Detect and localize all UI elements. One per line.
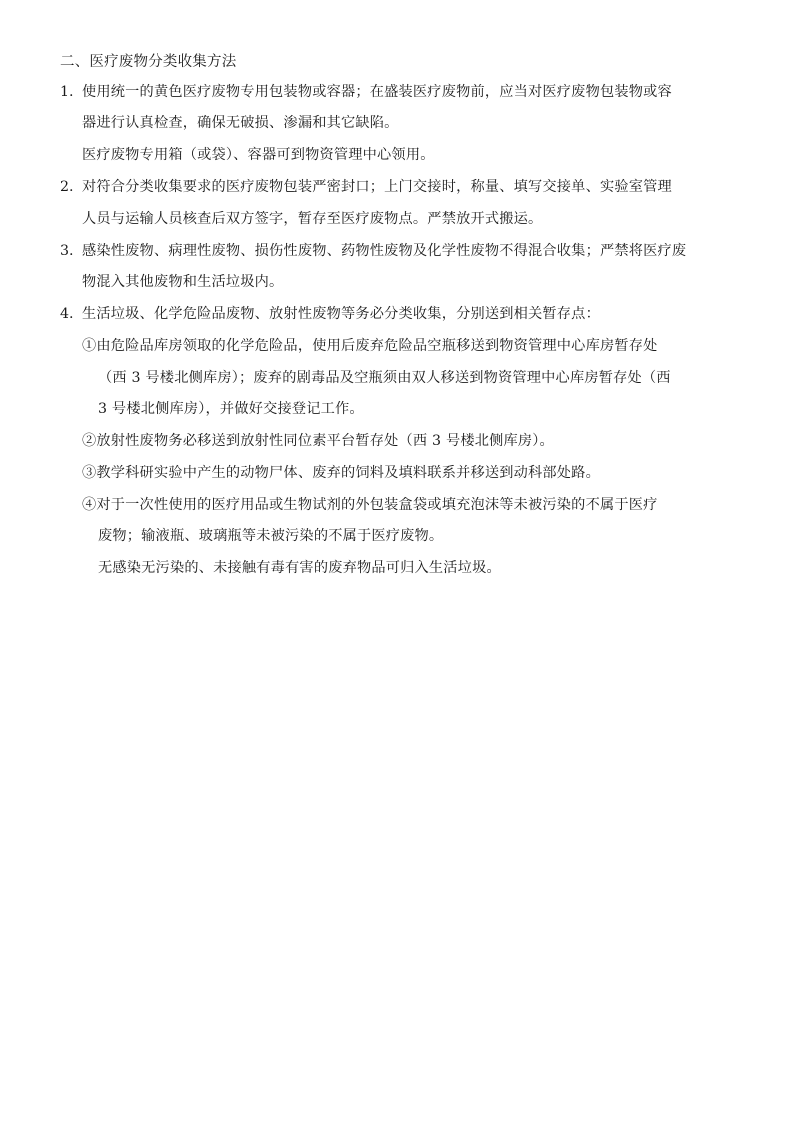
subitem-1-line-1: ①由危险品库房领取的化学危险品，使用后废弃危险品空瓶移送到物资管理中心库房暂存处 bbox=[82, 338, 658, 354]
item-4-line-1: 生活垃圾、化学危险品废物、放射性废物等务必分类收集，分别送到相关暂存点： bbox=[82, 306, 600, 322]
item-1-line-1: 使用统一的黄色医疗废物专用包装物或容器；在盛装医疗废物前，应当对医疗废物包装物或容 bbox=[82, 84, 672, 100]
subitem-4-line-3: 无感染无污染的、未接触有毒有害的废弃物品可归入生活垃圾。 bbox=[98, 560, 501, 576]
item-4-number: 4. bbox=[60, 306, 74, 322]
subitem-2-line-1: ②放射性废物务必移送到放射性同位素平台暂存处（西 3 号楼北侧库房）。 bbox=[82, 433, 554, 449]
item-3-line-2: 物混入其他废物和生活垃圾内。 bbox=[82, 274, 284, 290]
section-title: 二、医疗废物分类收集方法 bbox=[60, 54, 237, 70]
subitem-1-line-2: （西 3 号楼北侧库房）；废弃的剧毒品及空瓶须由双人移送到物资管理中心库房暂存处（西 bbox=[98, 370, 671, 386]
item-2-line-1: 对符合分类收集要求的医疗废物包装严密封口；上门交接时，称量、填写交接单、实验室管理 bbox=[82, 179, 672, 195]
subitem-4-line-2: 废物；输液瓶、玻璃瓶等未被污染的不属于医疗废物。 bbox=[98, 528, 444, 544]
item-2-line-2: 人员与运输人员核查后双方签字，暂存至医疗废物点。严禁放开式搬运。 bbox=[82, 211, 543, 227]
item-2-number: 2. bbox=[60, 179, 74, 195]
item-3-number: 3. bbox=[60, 243, 74, 259]
item-1-number: 1. bbox=[60, 84, 74, 100]
subitem-1-line-3: 3 号楼北侧库房），并做好交接登记工作。 bbox=[98, 401, 364, 417]
item-1-line-2: 器进行认真检查，确保无破损、渗漏和其它缺陷。 bbox=[82, 115, 399, 131]
item-3-line-1: 感染性废物、病理性废物、损伤性废物、药物性废物及化学性废物不得混合收集；严禁将医疗废 bbox=[82, 243, 687, 259]
item-1-line-3: 医疗废物专用箱（或袋）、容器可到物资管理中心领用。 bbox=[82, 147, 435, 163]
subitem-4-line-1: ④对于一次性使用的医疗用品或生物试剂的外包装盒袋或填充泡沫等未被污染的不属于医疗 bbox=[82, 497, 658, 513]
subitem-3-line-1: ③教学科研实验中产生的动物尸体、废弃的饲料及填料联系并移送到动科部处路。 bbox=[82, 465, 600, 481]
